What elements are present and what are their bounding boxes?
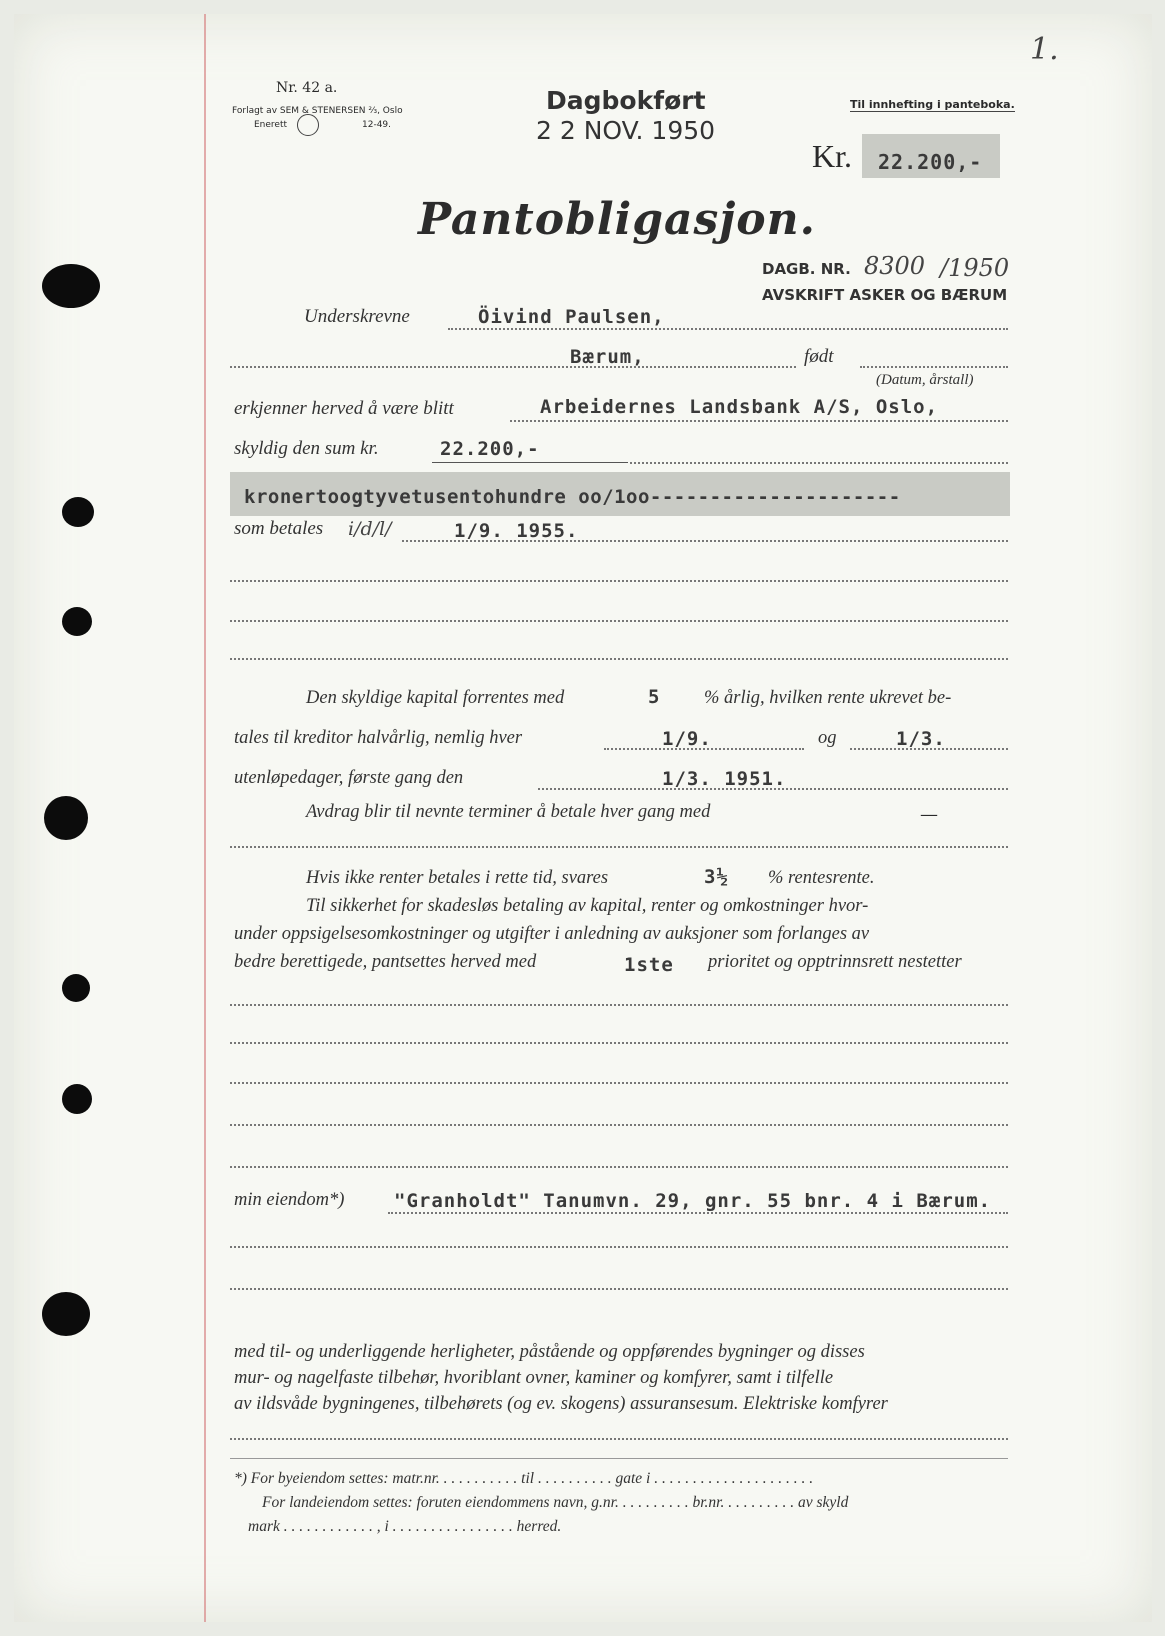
dotted-line	[860, 366, 1008, 368]
interest-rate: 5	[648, 686, 661, 708]
appurtenance-line-1: med til- og underliggende herligheter, påstående og oppførendes bygninger og disses	[234, 1342, 865, 1362]
property-label: min eiendom*)	[234, 1190, 345, 1210]
footnote-3: mark . . . . . . . . . . . . , i . . . . . . . . . . . . . . . . herred.	[248, 1518, 562, 1535]
overdue-text-1: Hvis ikke renter betales i rette tid, svares	[306, 868, 609, 888]
dotted-line	[230, 1004, 1008, 1006]
dotted-line	[230, 1124, 1008, 1126]
dotted-line	[230, 1288, 1008, 1290]
debt-amount: 22.200,-	[440, 438, 540, 460]
punch-hole	[62, 497, 94, 527]
punch-hole	[62, 607, 92, 636]
security-line-3a: bedre berettigede, pantsettes herved med	[234, 952, 537, 972]
security-line-3b: prioritet og opptrinnsrett nestetter	[708, 952, 962, 972]
born-label: født	[804, 346, 834, 367]
publisher-logo	[297, 114, 319, 136]
dagb-nr-value: 8300	[864, 252, 926, 280]
dotted-line	[230, 658, 1008, 660]
interest-text-1: Den skyldige kapital forrentes med	[306, 688, 565, 708]
dagbokfort-date: 2 2 NOV. 1950	[536, 116, 716, 145]
security-line-2: under oppsigelsesomkostninger og utgifter i anledning av auksjoner som forlanges av	[234, 924, 870, 944]
amount-value: 22.200,-	[878, 150, 983, 174]
undersigned-label: Underskrevne	[304, 306, 410, 327]
overdue-text-2: % rentesrente.	[768, 868, 875, 888]
property-value: "Granholdt" Tanumvn. 29, gnr. 55 bnr. 4 i Bærum.	[394, 1190, 992, 1212]
dotted-line	[230, 620, 1008, 622]
appurtenance-line-3: av ildsvåde bygningenes, tilbehørets (og ev. skogens) assuransesum. Elektriske komfyrer	[234, 1394, 888, 1414]
publisher-rights: Enerett	[254, 120, 288, 130]
priority: 1ste	[624, 954, 674, 976]
dotted-line	[230, 1246, 1008, 1248]
dotted-line	[510, 420, 1008, 422]
publisher-date: 12-49.	[362, 120, 392, 130]
payable-label: som betales	[234, 518, 324, 539]
dotted-line	[230, 1042, 1008, 1044]
and-label: og	[818, 728, 837, 748]
document-page	[14, 14, 1152, 1622]
form-number: Nr. 42 a.	[276, 80, 338, 96]
dotted-line	[230, 846, 1008, 848]
dotted-line	[230, 1166, 1008, 1168]
punch-hole	[44, 796, 88, 840]
appurtenance-line-2: mur- og nagelfaste tilbehør, hvoriblant ovner, kaminer og komfyrer, samt i tilfelle	[234, 1368, 834, 1388]
residence: Bærum,	[570, 346, 645, 368]
dotted-line	[230, 580, 1008, 582]
document-title: Pantobligasjon.	[418, 194, 816, 245]
margin-line	[204, 14, 206, 1622]
pay-date-1: 1/9.	[662, 728, 712, 750]
publisher-line: Forlagt av SEM & STENERSEN ⅔, Oslo	[232, 106, 403, 116]
binding-note: Til innhefting i panteboka.	[850, 98, 1015, 111]
footnote-1: *) For byeiendom settes: matr.nr. . . . . . . . . . . til . . . . . . . . . . gate i . . . . . . . . . . . . . . . . . . . . .	[234, 1470, 814, 1487]
punch-hole	[42, 1292, 90, 1336]
creditor-pay-text: tales til kreditor halvårlig, nemlig hver	[234, 728, 523, 748]
footnote-divider	[230, 1458, 1008, 1459]
amount-in-words: kronertoogtyvetusentohundre oo/1oo---------------------	[244, 486, 901, 508]
avskrift-label: AVSKRIFT ASKER OG BÆRUM	[762, 286, 1008, 304]
undersigned-name: Öivind Paulsen,	[478, 306, 665, 328]
footnote-2: For landeiendom settes: foruten eiendommens navn, g.nr. . . . . . . . . . br.nr. . . . . . . . . . av skyld	[262, 1494, 849, 1511]
dotted-line	[630, 462, 1008, 464]
interest-text-2: % årlig, hvilken rente ukrevet be-	[704, 688, 952, 708]
dagbokfort-stamp: Dagbokført	[546, 86, 706, 115]
installment-text: Avdrag blir til nevnte terminer å betale hver gang med	[306, 802, 711, 822]
payable-date: 1/9. 1955.	[454, 520, 579, 542]
punch-hole	[62, 974, 90, 1002]
installment-dash: —	[920, 804, 938, 825]
security-line-1: Til sikkerhet for skadesløs betaling av kapital, renter og omkostninger hvor-	[306, 896, 869, 916]
page-number: 1.	[1030, 32, 1059, 67]
dagb-nr-label: DAGB. NR.	[762, 260, 851, 278]
dotted-line	[230, 1082, 1008, 1084]
pay-date-2: 1/3.	[896, 728, 946, 750]
dagb-nr-year: /1950	[940, 254, 1010, 282]
punch-hole	[42, 264, 100, 308]
dotted-line	[230, 1438, 1008, 1440]
amount-label: Kr.	[812, 138, 852, 174]
acknowledge-label: erkjenner herved å være blitt	[234, 398, 454, 419]
dotted-line	[230, 366, 796, 368]
dotted-line	[448, 328, 1008, 330]
debt-label: skyldig den sum kr.	[234, 438, 379, 459]
first-time-date: 1/3. 1951.	[662, 768, 787, 790]
overdue-rate: 3½	[704, 866, 729, 888]
punch-hole	[62, 1084, 92, 1114]
underline	[432, 462, 628, 463]
first-time-text: utenløpedager, første gang den	[234, 768, 464, 788]
creditor: Arbeidernes Landsbank A/S, Oslo,	[540, 396, 939, 418]
date-hint: (Datum, årstall)	[876, 372, 974, 388]
dotted-line	[388, 1212, 1008, 1214]
payable-strike: i/d/l/	[348, 518, 392, 540]
